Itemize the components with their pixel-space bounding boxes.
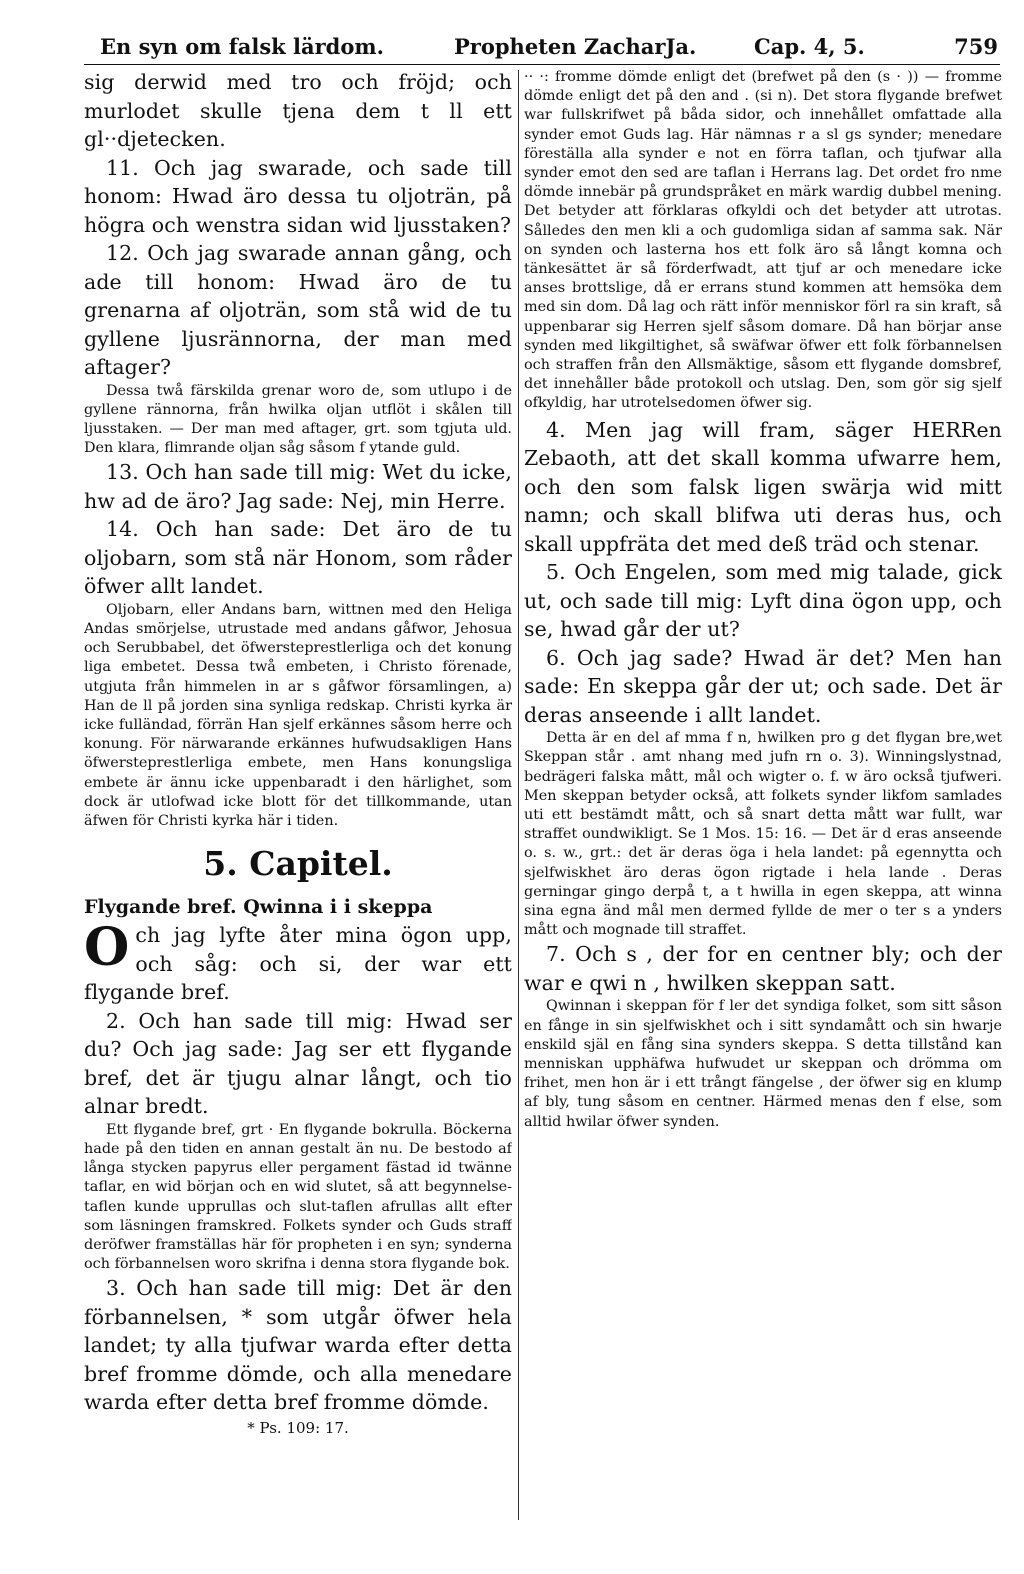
chapter-summary: Flygande bref. Qwinna i i skeppa (84, 896, 433, 919)
right-column (524, 68, 1002, 1498)
page-number: 759 (954, 34, 998, 59)
verse-11: 11. Och jag swarade, och sade till honom: Hwad äro dessa tu oljoträn, på högra och wenstra sidan wid ljusstaken? (84, 155, 512, 237)
commentary-note: Dessa twå färskilda grenar woro de, som utlupo i de gyllene rännorna, från hwilka oljan utflöt i skålen till ljusstaken. — Der man med aftager, grt. som tgjuta uld. Den klara, flimrande oljan såg såsom f ytande guld. (84, 382, 512, 457)
verse-13: 13. Och han sade till mig: Wet du icke, hw ad de äro? Jag sade: Nej, min Herre. (84, 460, 512, 513)
page-header (100, 34, 998, 64)
running-title-left: En syn om falsk lärdom. (100, 34, 384, 59)
chapter-heading: 5. Capitel. (203, 844, 393, 884)
commentary-note: Oljobarn, eller Andans barn, wittnen med den Heliga Andas smörjelse, utrustade med andans gåfwor, Jehosua och Serubbabel, det öfwersteprestlerliga och det konung liga embetet. Dessa twå embeten, i Christo förenade, utgjuta från himmelen in ar s gåfwor församlingen, a) Han de ll på jorden sina synliga redskap. Christi kyrka är icke fulländad, förrän Han sjelf erkännes såsom herre och konung. För närwarande erkännes hufwudsakligen Hans öfwersteprestlerliga embete, men Hans konungsliga embete är ännu icke uppenbaradt i den härlighet, som dock är utlofwad icke blott för det tillkommande, utan äfwen för Christi kyrka här i tiden. (84, 601, 512, 830)
chapter-reference: Cap. 4, 5. (754, 34, 865, 59)
verse-14: 14. Och han sade: Det äro de tu oljobarn, som stå när Honom, som råder öfwer allt landet. (84, 517, 512, 599)
commentary-note: Qwinnan i skeppan för f ler det syndiga folket, som sitt såson en fånge in sin sjelfwiskhet och i sitt syndamått och sin hwarje enskild själ en fång sina synders skeppa. S detta tillstånd kan menniskan upphäfwa hufwudet ur skeppan och drömma om frihet, men hon är i ett trångt fängelse , der öfwer sig en klump af bly, tung såsom en centner. Härmed menas den f else, som alltid hwilar öfwer synden. (524, 998, 1002, 1130)
verse-3: 3. Och han sade till mig: Det är den förbannelsen, * som utgår öfwer hela landet; ty alla tjufwar warda efter detta bref fromme dömde, och alla menedare warda efter detta bref fromme dömde. (84, 1276, 512, 1415)
commentary-note: Ett flygande bref, grt · En flygande bokrulla. Böckerna hade på den tiden en annan gestalt än nu. De bestodo af långa stycken papyrus eller pergament fästad id twänne taflar, en wid början och en wid slutet, så att begynnelse-taflen kunde upprullas och slut-taflen afrullas allt efter som läsningen framskred. Folkets synder och Guds straff deröfwer framställas här för propheten i en syn; synderna och förbannelsen woro skrifna i denna stora flygande bok. (84, 1121, 512, 1273)
verse-continuation: sig derwid med tro och fröjd; och murlodet skulle tjena dem t ll ett gl··djetecken. (84, 70, 512, 151)
verse-7: 7. Och s , der for en centner bly; och der war e qwi n , hwilken skeppan satt. (524, 942, 1002, 995)
verse-5: 5. Och Engelen, som med mig talade, gick ut, och sade till mig: Lyft dina ögon upp, och se, hwad går der ut? (524, 560, 1002, 642)
left-column (84, 68, 512, 1528)
column-divider (518, 70, 519, 1520)
drop-capital: O (84, 917, 130, 979)
running-title-book: Propheten ZacharJa. (454, 34, 697, 59)
verse-2: 2. Och han sade till mig: Hwad ser du? Och jag sade: Jag ser ett flygande bref, det är tjugu alnar långt, och tio alnar bredt. (84, 1008, 512, 1119)
commentary-note: Detta är en del af mma f n, hwilken pro g det flygan bre,wet Skeppan står . amt nhang med jufn rn o. 3). Winningslystnad, bedrägeri falska mått, mål och wigter o. f. w äro också tjufweri. Men skeppan betyder också, att folkets synder likfom samlades uti ett bestämdt mått, och så snart detta mått war fullt, war straffet oundwikligt. Se 1 Mos. 15: 16. — Det är d eras anseende o. s. w., grt.: det är deras öga i hela landet: på egennytta och sjelfwiskhet äro deras ögon rigtade i hela lande . Deras gerningar gingo derpå t, a t hwilla in egen skeppa, att winna sina egna änd mål men dermed fyllde de mer o ter s a ynders mått och mognade till straffet. (524, 730, 1002, 939)
commentary-note: ·· ·: fromme dömde enligt det (brefwet på den (s · )) — fromme dömde enligt det på den and . (si n). Det stora flygande brefwet war fullskrifwet på båda sidor, och innehållet omfattade alla synder emot Guds lag. Här nämnas r a sl gs synder; menedare föreställa alla synder e not en förra taflan, och tjufwar alla synder emot den sed are taflan i Herrans lag. Det ordet fro nme dömde innebär på grundspråket en märk wardig dubbel mening. Det betyder att förklaras ofkyldi och det betyder att utrotas. Sålledes den men kli a och gudomliga sidan af samma sak. När on synden och lasterna hos ett folk äro så långt komna och tänkesättet är så förderfwadt, att tjuf ar och menedare icke anses brottslige, då er errans stund kommen att hemsöka dem med sin dom. Då lag och rätt inför menniskor förl ra sin kraft, så uppenbarar sig Herren sjelf såsom domare. Då han börjar anse synden med likgiltighet, så swäfwar öfwer ett folk förbannelsen och straffen från den Allsmäktige, såsom ett flygande domsbref, det innehåller både protokoll och utslag. Den, som gör sig sjelf ofkyldig, har utrotelsedomen öfwer sig. (524, 69, 1002, 412)
verse-12: 12. Och jag swarade annan gång, och ade till honom: Hwad äro de tu grenarna af oljoträn, som stå wid de tu gyllene ljusrännorna, der man med aftager? (84, 241, 512, 379)
verse-4: 4. Men jag will fram, säger HERRen Zebaoth, att det skall komma ufwarre hem, och den som falsk ligen swärja wid mitt namn; och skall blifwa uti deras hus, och skall uppfräta det med deß träd och stenar. (524, 417, 1002, 556)
header-rule (84, 64, 1000, 65)
verse-1: ch jag lyfte åter mina ögon upp, och såg: och si, der war ett flygande bref. (84, 923, 512, 1005)
footnote: * Ps. 109: 17. (247, 1418, 349, 1437)
verse-6: 6. Och jag sade? Hwad är det? Men han sade: En skeppa går der ut; och sade. Det är deras anseende i allt landet. (524, 645, 1002, 727)
